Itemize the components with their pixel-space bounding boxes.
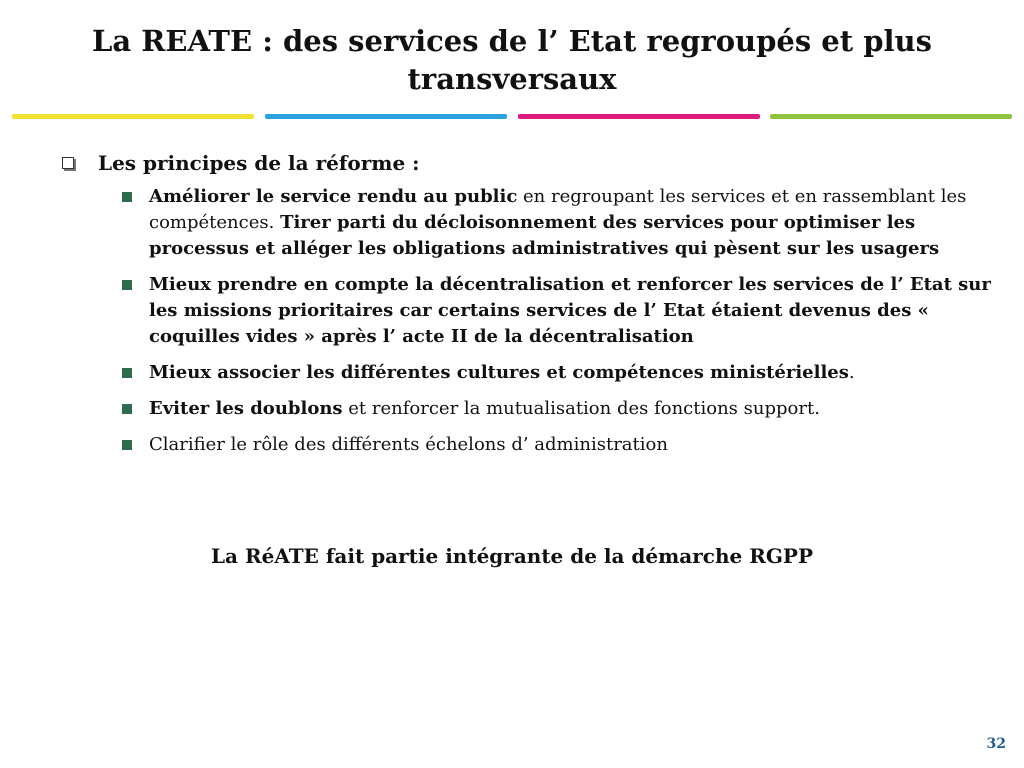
list-item bbox=[122, 396, 992, 422]
page-number: 32 bbox=[986, 736, 1006, 752]
slide-title-line-1: La REATE : des services de l’ Etat regroupés et plus bbox=[92, 24, 932, 58]
list-item-text bbox=[149, 184, 992, 262]
list-item-text bbox=[149, 432, 668, 458]
text-segment: et renforcer la mutualisation des fonctions support. bbox=[342, 398, 820, 419]
bold-segment: Tirer parti du décloisonnement des services pour optimiser les processus et alléger les obligations administratives qui pèsent sur les usagers bbox=[149, 212, 940, 259]
bold-segment: Eviter les doublons bbox=[149, 398, 343, 419]
list-item bbox=[122, 184, 992, 262]
tagline: La RéATE fait partie intégrante de la démarche RGPP bbox=[210, 544, 813, 568]
square-bullet-icon bbox=[122, 404, 132, 414]
slide-body bbox=[62, 150, 992, 468]
color-divider bbox=[12, 114, 1012, 120]
divider-segment-blue bbox=[265, 114, 507, 119]
square-bullet-icon bbox=[122, 280, 132, 290]
divider-segment-magenta bbox=[518, 114, 760, 119]
list-item-text bbox=[149, 272, 992, 350]
text-segment: en regroupant les services et en rassemblant les compétences. bbox=[149, 186, 967, 233]
bold-segment: Améliorer le service rendu au public bbox=[149, 186, 518, 207]
list-item bbox=[122, 272, 992, 350]
square-bullet-icon bbox=[122, 368, 132, 378]
bold-segment: Mieux prendre en compte la décentralisation et renforcer les services de l’ Etat sur les missions prioritaires car certains services de l’ Etat étaient devenus des « coquilles vides » après l’ acte II de la décentralisation bbox=[149, 274, 991, 347]
list-item bbox=[122, 432, 992, 458]
square-bullet-icon bbox=[122, 440, 132, 450]
divider-segment-yellow bbox=[12, 114, 254, 119]
slide-title bbox=[0, 22, 1024, 98]
text-segment: . bbox=[848, 362, 855, 383]
list-item bbox=[122, 360, 992, 386]
square-bullet-icon bbox=[122, 192, 132, 202]
bold-segment: Mieux associer les différentes cultures et compétences ministérielles bbox=[149, 362, 849, 383]
divider-segment-green bbox=[770, 114, 1012, 119]
list-item-text bbox=[149, 396, 820, 422]
list-item-text bbox=[149, 360, 855, 386]
slide-title-line-2: transversaux bbox=[407, 62, 617, 96]
checkbox-bullet-icon bbox=[62, 157, 74, 169]
principles-list bbox=[122, 184, 992, 458]
text-segment: Clarifier le rôle des différents échelons d’ administration bbox=[149, 434, 668, 455]
section-heading: Les principes de la réforme : bbox=[98, 151, 420, 175]
section-heading-row bbox=[62, 150, 992, 176]
